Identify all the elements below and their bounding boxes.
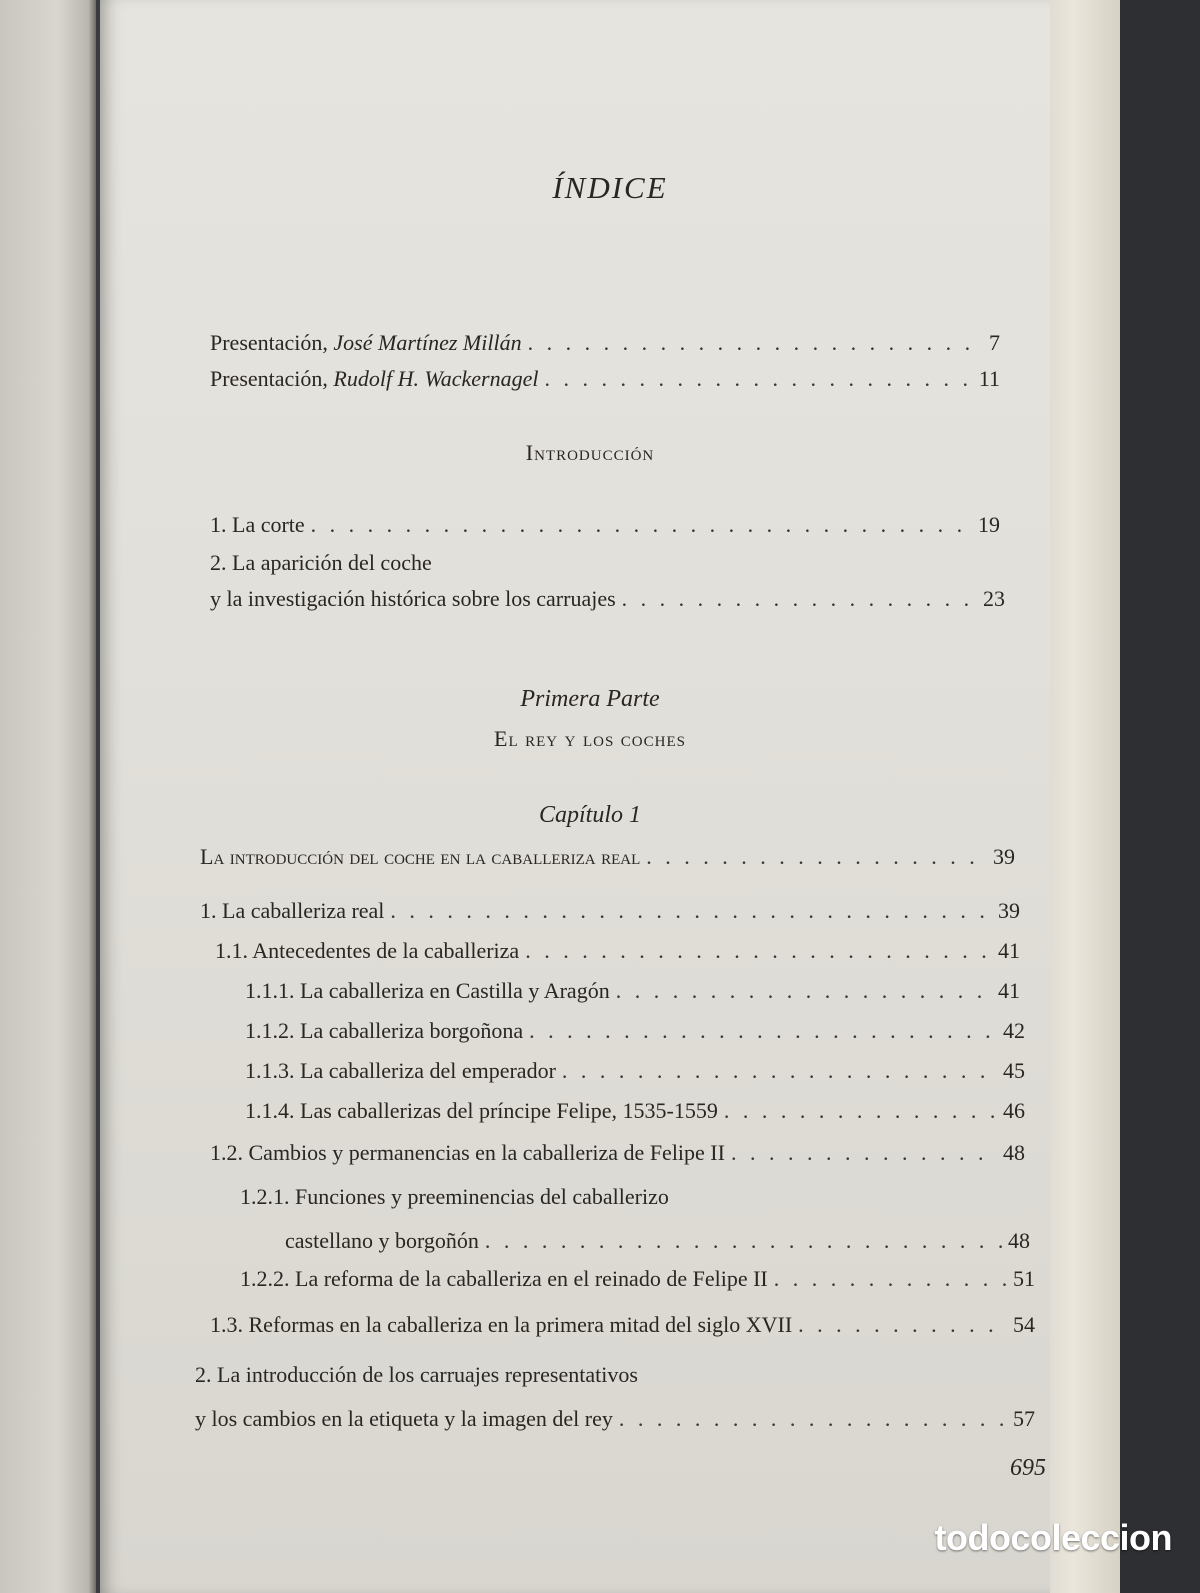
toc-entry-presentation-2 (210, 366, 1000, 392)
part-label: Primera Parte (520, 686, 660, 712)
toc-entry-1-1-1: 1.1.1. La caballeriza en Castilla y Aragón . . . 41 (245, 978, 1020, 1004)
toc-page-number: 41 (998, 938, 1020, 963)
toc-entry-label: Presentación, Rudolf H. Wackernagel (210, 366, 539, 391)
chapter-label: Capítulo 1 (538, 802, 641, 828)
toc-page-number: 51 (1013, 1266, 1035, 1291)
leader-dots (622, 586, 977, 612)
toc-page-number: 42 (1003, 1018, 1025, 1043)
leader-dots (485, 1228, 1002, 1254)
leader-dots (528, 330, 983, 356)
toc-entry-1-1-4: 1.1.4. Las caballerizas del príncipe Felipe, 1535-1559 . . . 46 (245, 1098, 1025, 1124)
leader-dots (525, 938, 992, 964)
page-number: 695 (1010, 1455, 1046, 1481)
leader-dots (616, 978, 992, 1004)
leader-dots (311, 512, 972, 538)
toc-entry-1-2: 1.2. Cambios y permanencias en la caballeriza de Felipe II . . . 48 (210, 1140, 1025, 1166)
toc-entry-1-1-2: 1.1.2. La caballeriza borgoñona . . . 42 (245, 1018, 1025, 1044)
toc-entry-label: Presentación, José Martínez Millán (210, 330, 522, 355)
toc-entry-aparicion-line1: 2. La aparición del coche (210, 550, 432, 575)
intro-heading: Introducción (525, 440, 655, 465)
toc-page-number: 7 (989, 330, 1000, 355)
leader-dots (390, 898, 992, 924)
toc-page-number: 11 (978, 366, 1000, 391)
toc-entry-1-1-3: 1.1.3. La caballeriza del emperador . . . 45 (245, 1058, 1025, 1084)
toc-entry-presentation-1 (210, 330, 1000, 356)
toc-page-number: 54 (1013, 1312, 1035, 1337)
toc-page-number: 48 (1003, 1140, 1025, 1165)
page-title: ÍNDICE (552, 170, 668, 205)
toc-entry-2-line2: y los cambios en la etiqueta y la imagen del rey . . . 57 (195, 1406, 1035, 1432)
leader-dots (545, 366, 973, 392)
desk-background (1120, 0, 1200, 1593)
toc-page-number: 46 (1003, 1098, 1025, 1123)
toc-entry-aparicion-line2: y la investigación histórica sobre los carruajes . . . 23 (210, 586, 1005, 612)
toc-page-number: 19 (978, 512, 1000, 537)
toc-page-number: 39 (998, 898, 1020, 923)
chapter-title-entry: La introducción del coche en la caballeriza real . . . 39 (200, 844, 1015, 870)
toc-entry-1-2-1-line2: castellano y borgoñón . . . 48 (285, 1228, 1030, 1254)
leader-dots (724, 1098, 997, 1124)
leader-dots (646, 844, 987, 870)
toc-page-number: 23 (983, 586, 1005, 611)
toc-entry-2-line1: 2. La introducción de los carruajes representativos (195, 1362, 638, 1387)
book-page (100, 0, 1050, 1593)
toc-page-number: 41 (998, 978, 1020, 1003)
leader-dots (774, 1266, 1007, 1292)
toc-entry-1: 1. La caballeriza real . . . 39 (200, 898, 1020, 924)
toc-entry-1-3: 1.3. Reformas en la caballeriza en la primera mitad del siglo XVII . . . 54 (210, 1312, 1035, 1338)
toc-entry-1-1: 1.1. Antecedentes de la caballeriza . . . 41 (215, 938, 1020, 964)
toc-page-number: 45 (1003, 1058, 1025, 1083)
toc-entry-1-2-2: 1.2.2. La reforma de la caballeriza en el reinado de Felipe II . . . 51 (240, 1266, 1035, 1292)
leader-dots (529, 1018, 997, 1044)
part-heading: El rey y los coches (494, 726, 686, 751)
right-page-edges (1040, 0, 1122, 1593)
leader-dots (619, 1406, 1007, 1432)
toc-page-number: 48 (1008, 1228, 1030, 1253)
toc-entry-la-corte: 1. La corte . . . 19 (210, 512, 1000, 538)
index-content (195, 0, 1046, 1593)
left-page-edge (0, 0, 96, 1593)
leader-dots (798, 1312, 1007, 1338)
toc-page-number: 39 (993, 844, 1015, 869)
toc-page-number: 57 (1013, 1406, 1035, 1431)
watermark-logo: todocoleccion (934, 1517, 1172, 1558)
leader-dots (562, 1058, 997, 1084)
leader-dots (731, 1140, 997, 1166)
toc-entry-1-2-1-line1: 1.2.1. Funciones y preeminencias del caballerizo (240, 1184, 669, 1209)
